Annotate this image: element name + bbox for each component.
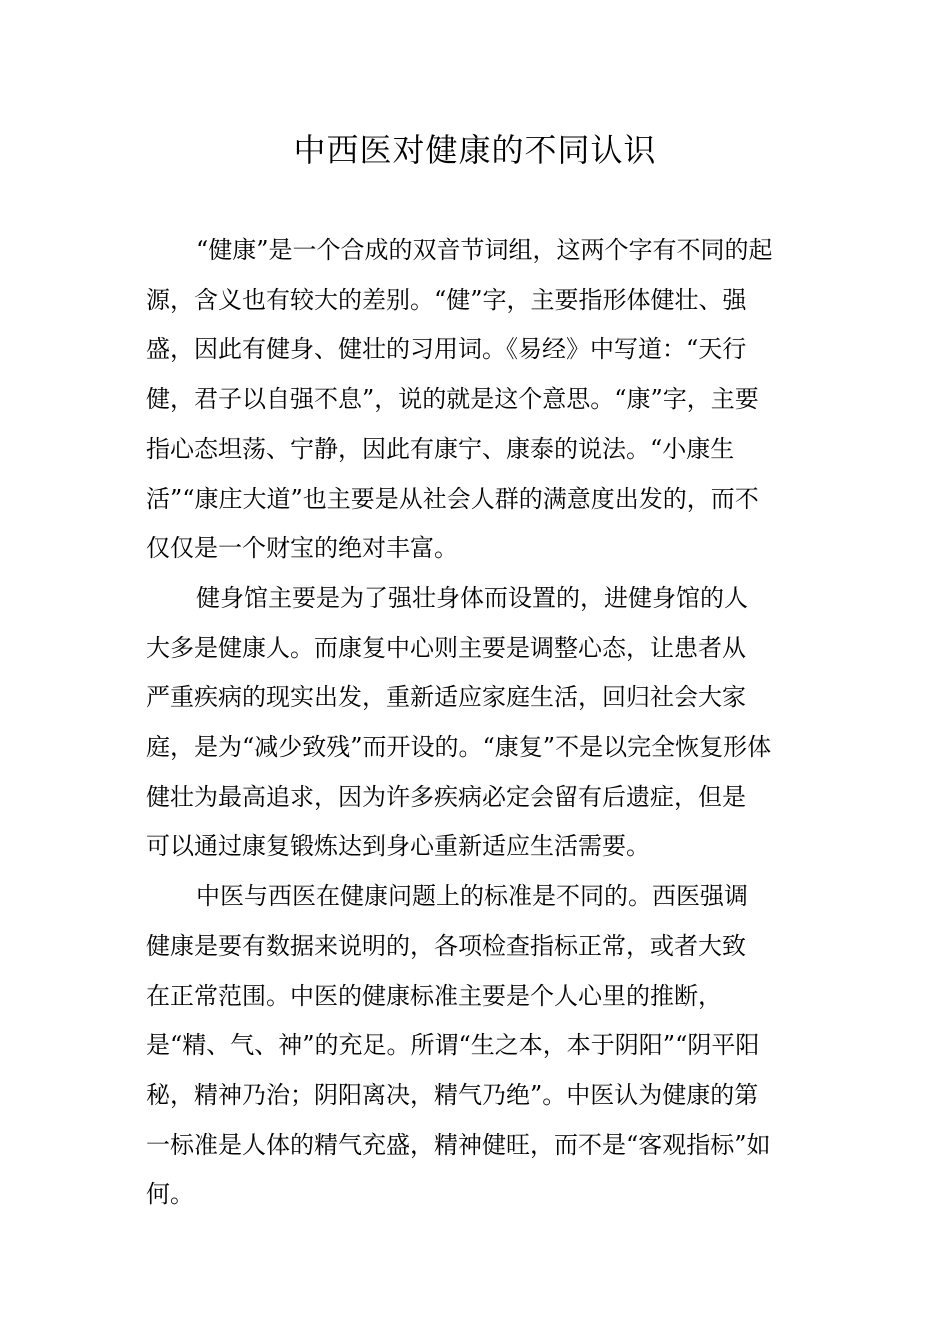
text-line: 在正常范围。中医的健康标准主要是个人心里的推断， <box>146 981 722 1010</box>
text-line: 严重疾病的现实出发，重新适应家庭生活，回归社会大家 <box>146 683 746 712</box>
text-line: 庭，是为“减少致残”而开设的。“康复”不是以完全恢复形体 <box>146 733 772 762</box>
text-line: 盛，因此有健身、健壮的习用词。《易经》中写道：“天行 <box>146 335 747 364</box>
text-line: 大多是健康人。而康复中心则主要是调整心态，让患者从 <box>146 633 746 662</box>
text-line: 指心态坦荡、宁静，因此有康宁、康泰的说法。“小康生 <box>146 434 735 463</box>
text-line: “健康”是一个合成的双音节词组，这两个字有不同的起 <box>196 236 773 264</box>
text-line: 秘，精神乃治；阴阳离决，精气乃绝”。中医认为健康的第 <box>146 1080 759 1109</box>
document-title: 中西医对健康的不同认识 <box>293 131 657 169</box>
paragraph-2 <box>146 574 806 872</box>
paragraph-1 <box>146 226 806 574</box>
text-line: 何。 <box>146 1180 194 1209</box>
text-line: 是“精、气、神”的充足。所谓“生之本，本于阴阳”“阴平阳 <box>146 1031 760 1060</box>
text-line: 健，君子以自强不息”，说的就是这个意思。“康”字，主要 <box>146 385 759 414</box>
text-line: 一标准是人体的精气充盛，精神健旺，而不是“客观指标”如 <box>146 1130 771 1159</box>
text-line: 中医与西医在健康问题上的标准是不同的。西医强调 <box>196 882 748 911</box>
text-line: 可以通过康复锻炼达到身心重新适应生活需要。 <box>146 832 650 861</box>
text-line: 健康是要有数据来说明的，各项检查指标正常，或者大致 <box>146 931 746 960</box>
paragraph-3 <box>146 872 806 1220</box>
text-line: 健壮为最高追求，因为许多疾病必定会留有后遗症，但是 <box>146 782 746 811</box>
document-body <box>146 226 806 1220</box>
text-line: 源，含义也有较大的差别。“健”字，主要指形体健壮、强 <box>146 285 747 314</box>
text-line: 仅仅是一个财宝的绝对丰富。 <box>146 534 458 563</box>
text-line: 健身馆主要是为了强壮身体而设置的，进健身馆的人 <box>196 583 748 612</box>
text-line: 活”“康庄大道”也主要是从社会人群的满意度出发的，而不 <box>146 484 759 513</box>
